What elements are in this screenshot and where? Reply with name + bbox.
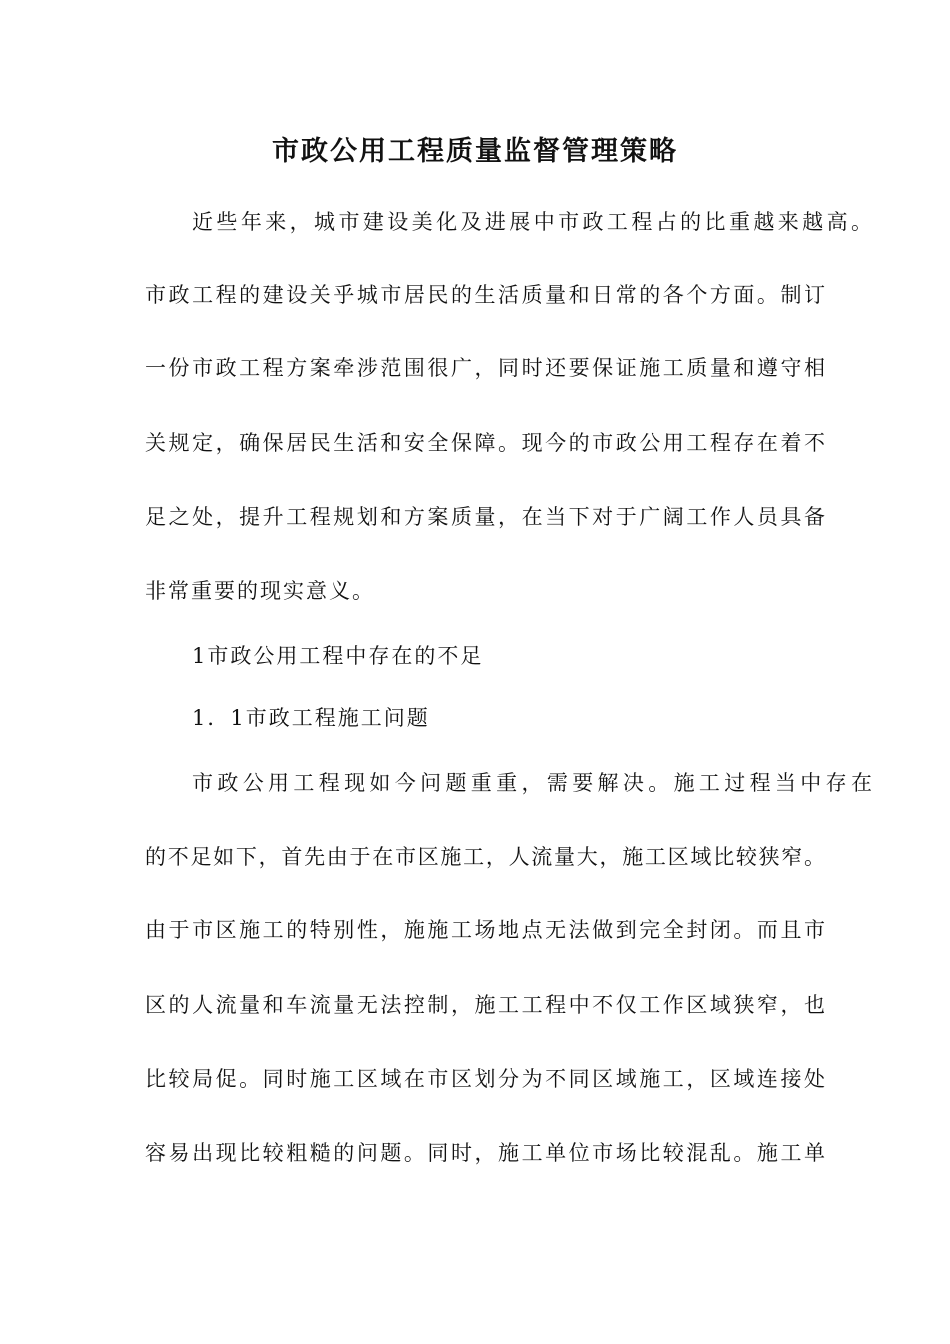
paragraph-line: 的不足如下，首先由于在市区施工，人流量大，施工区域比较狭窄。 xyxy=(145,845,825,869)
paragraph-line: 市政工程的建设关乎城市居民的生活质量和日常的各个方面。制订 xyxy=(145,283,825,307)
paragraph-line: 关规定，确保居民生活和安全保障。现今的市政公用工程存在着不 xyxy=(145,431,825,455)
paragraph-line: 由于市区施工的特别性，施施工场地点无法做到完全封闭。而且市 xyxy=(145,918,825,942)
section-heading: 1市政公用工程中存在的不足 xyxy=(192,644,484,668)
document-title: 市政公用工程质量监督管理策略 xyxy=(272,136,678,167)
subsection-heading: 1．1市政工程施工问题 xyxy=(192,706,430,730)
paragraph-line: 市政公用工程现如今问题重重，需要解决。施工过程当中存在 xyxy=(192,771,872,795)
paragraph-line: 比较局促。同时施工区域在市区划分为不同区域施工，区域连接处 xyxy=(145,1067,825,1091)
paragraph-line: 非常重要的现实意义。 xyxy=(145,579,375,603)
paragraph-line: 区的人流量和车流量无法控制，施工工程中不仅工作区域狭窄，也 xyxy=(145,993,825,1017)
paragraph-line: 一份市政工程方案牵涉范围很广，同时还要保证施工质量和遵守相 xyxy=(145,356,825,380)
paragraph-line: 近些年来，城市建设美化及进展中市政工程占的比重越来越高。 xyxy=(192,210,872,234)
paragraph-line: 容易出现比较粗糙的问题。同时，施工单位市场比较混乱。施工单 xyxy=(145,1141,825,1165)
paragraph-line: 足之处，提升工程规划和方案质量，在当下对于广阔工作人员具备 xyxy=(145,505,825,529)
